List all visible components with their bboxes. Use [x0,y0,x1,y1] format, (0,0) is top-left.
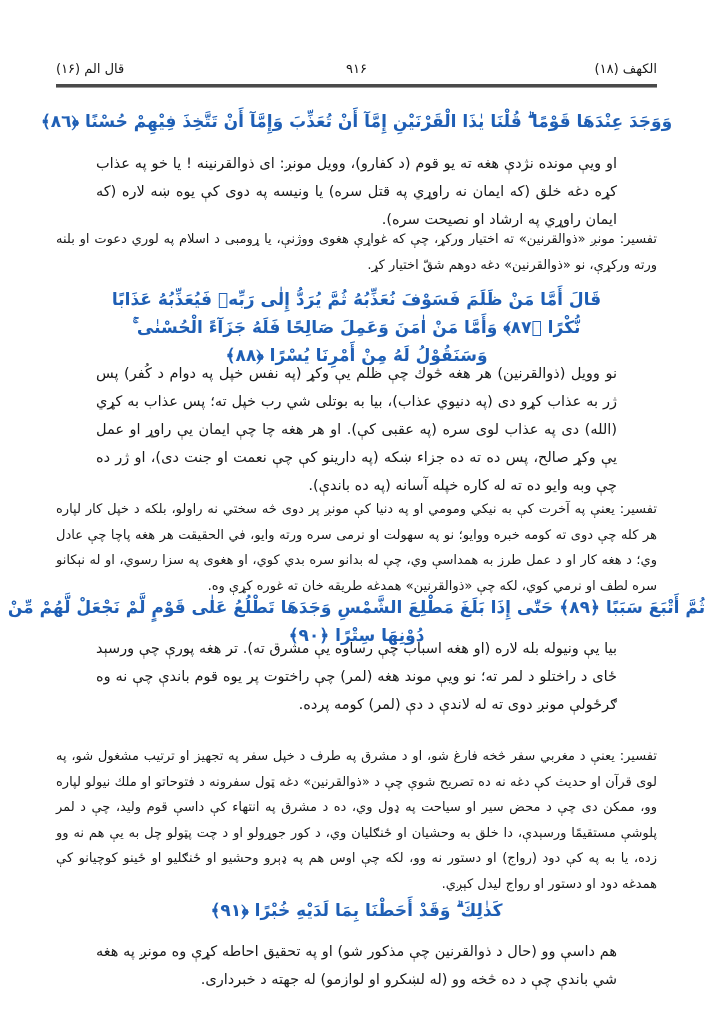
translation-86: او ويې مونده نژدې هغه ته يو قوم (د كفارو)، وويل مونږ: اى ذوالقرنينه ! يا خو په عذاب كړه دغه خلق (كه ايمان نه راوړي په قتل سره) يا ونيسه په دوى كې يوه ښه لاره (كه ايمان راوړي په ارشاد او نصيحت سره). [96,156,617,228]
tafsir-87-88 [56,497,657,599]
tafsir-label: تفسير: [619,232,657,247]
tafsir-text: يعنې د مغربي سفر څخه فارغ شو، او د مشرق په طرف د خپل سفر په تجهيز او ترتيب مشغول شو، په لوى قرآن او حديث كې دغه نه ده تصريح شوې چې د «ذوالقرنين» دغه ټول سفرونه د فتوحاتو او ملك نيولو لپاره وو، ممكن دى چې د محض سير او سياحت په ډول وي، ده د مشرق په انتهاء كې داسې قوم وليد، چې د لمر پلوشې مستقيمًا ورسېدې، دا خلق به وحشيان او ځنګليان وي، د كور جوړولو او د چت پټولو چل به يې هم نه وو زده، يا به په كې دود (رواج) او دستور نه وو، لكه چې اوس هم په ډېرو وحشيو او ځنګليو او ځينو كوچيانو كې همدغه دود او دستور او رواج ليدل كېږي. [56,749,657,892]
tafsir-89-90 [56,744,657,897]
surah-name: الكهف (١٨) [594,62,657,77]
translation-89-90: بيا يې ونيوله بله لاره (او هغه اسباب چې رساوه يې مشرق ته). تر هغه پورې چې ورسېد ځاى د راختلو د لمر ته؛ نو ويې موند هغه (لمر) چې راختوت پر يوه قوم باندې چې نه وه ګرځولې مونږ دوى ته له لاندې د دې (لمر) كومه پرده. [96,641,617,713]
page-header [56,62,657,82]
quran-verse-91: كَذٰلِكَ ۗ وَقَدْ أَحَطْنَا بِمَا لَدَيْهِ خُبْرًا ﴿٩١﴾ [210,901,503,921]
page-number: ٩١۶ [346,62,367,77]
tafsir-label: تفسير: [619,502,657,517]
tafsir-86 [56,227,657,278]
tafsir-text: مونږ «ذوالقرنين» ته اختيار وركړ، چې كه غواړې هغوى ووژنې، يا ړومبى د اسلام په لوري دعوت او بلنه ورته وركړې، نو «ذوالقرنين» دغه دوهم شقّ اختيار كړ. [56,232,657,273]
tafsir-text: يعنې په آخرت كې به نيكي ومومي او په دنيا كې مونږ پر دوى څه سختي نه راولو، بلكه د خپل كار لپاره هر كله چې دوى ته كومه خبره ووايو؛ نو په سهولت او نرمى سره ورته وايو، في الحقيقت هر هغه پاچا چې عادل وي؛ د هغه كار او د عمل طرز به همداسې وي، چې له بدانو سره بدي كوي، او هغوى په سزا رسوي، او له نېكانو سره لطف او نرمي كوي، لكه چې «ذوالقرنين» همدغه طريقه خان ته غوره كړې وه. [56,502,657,594]
tafsir-label: تفسير: [619,749,657,764]
quran-verse-86: وَوَجَدَ عِنْدَهَا قَوْمًا ۗ قُلْنَا يٰذَا الْقَرْنَيْنِ إِمَّآ أَنْ تُعَذِّبَ وَإِمَّآ أَنْ تَتَّخِذَ فِيْهِمْ حُسْنًا ﴿٨٦﴾ [40,112,673,132]
juz-name: قال الم (١۶) [56,62,125,77]
translation-91: هم داسې وو (حال د ذوالقرنين چې مذكور شو) او په تحقيق احاطه كړې وه مونږ په هغه شي باندې چې د ده څخه وو (له لښكرو او لوازمو) له جهته د خبردارى. [96,944,617,988]
quran-verse-89-90: ثُمَّ أَتْبَعَ سَبَبًا ﴿٨٩﴾ حَتّٰى إِذَا بَلَغَ مَطْلِعَ الشَّمْسِ وَجَدَهَا تَطْلُعُ عَلٰى قَوْمٍ لَّمْ نَجْعَلْ لَّهُمْ مِّنْ دُوْنِهَا سِتْرًا ﴿٩٠﴾ [7,598,706,646]
header-rule [56,84,657,88]
translation-87-88: نو وويل (ذوالقرنين) هر هغه څوك چې ظلم يې وكړ (په نفس خپل په دوام د كُفر) پس ژر به عذاب كړو دى (په دنيوي عذاب)، بيا به بوتلى شي رب خپل ته؛ پس عذاب به كړي (الله) دى په عذاب لوى سره (په عقبى كې). او هر هغه چا چې ايمان يې راوړ او عمل يې وكړ صالح، پس ده ته ده جزاء ښكه (په دارينو كې چې نعمت او جنت دى)، او ژر ده چې وبه وايو ده ته له كاره خپله آسانه (په ده باندې). [96,366,617,494]
quran-verse-87-88: قَالَ أَمَّا مَنْ ظَلَمَ فَسَوْفَ نُعَذِّبُهُ ثُمَّ يُرَدُّ إِلٰى رَبِّهٖ فَيُعَذِّبُهُ عَذَابًا نُّكْرًا ﴿٨٧﴾ وَأَمَّا مَنْ اٰمَنَ وَعَمِلَ صَالِحًا فَلَهُ جَزَآءً الْحُسْنٰى ۚ وَسَنَقُوْلُ لَهُ مِنْ أَمْرِنَا يُسْرًا ﴿٨٨﴾ [111,290,602,366]
